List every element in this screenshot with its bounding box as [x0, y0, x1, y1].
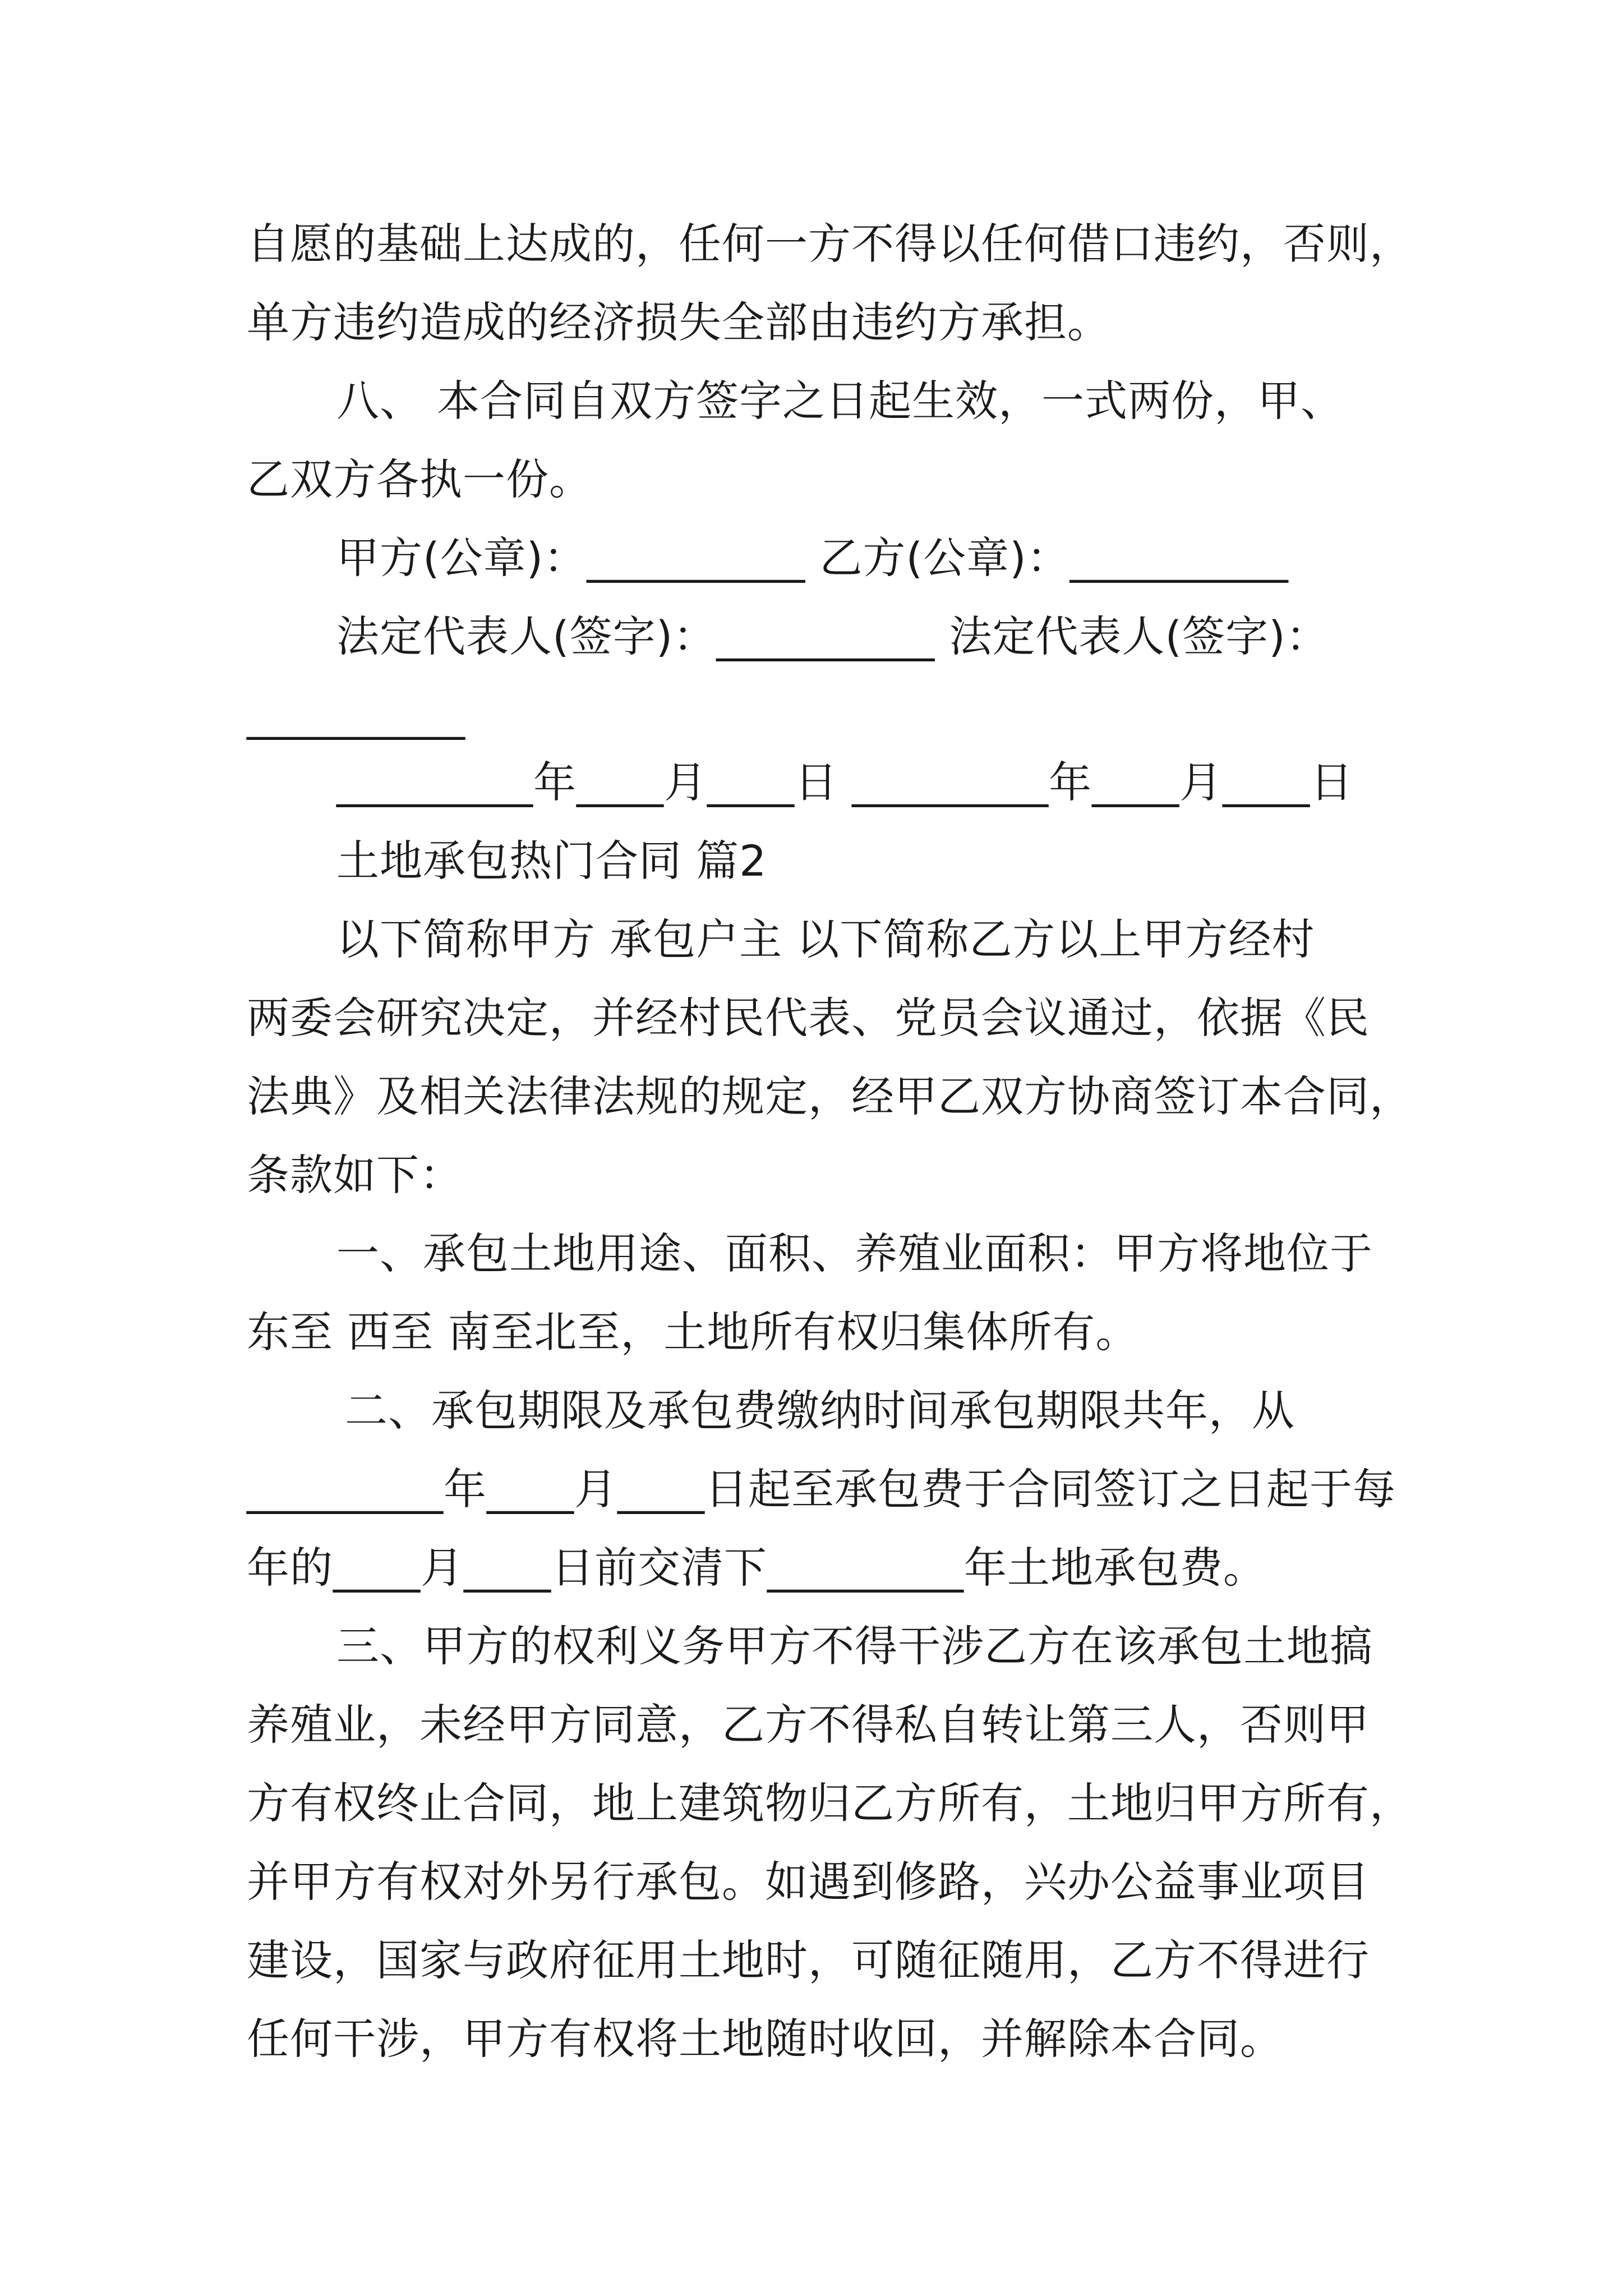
paragraph-line: 养殖业，未经甲方同意，乙方不得私自转让第三人，否则甲 — [247, 1700, 1370, 1750]
paragraph-line: 条款如下： — [247, 1150, 463, 1200]
paragraph-line: 法典》及相关法律法规的规定，经甲乙双方协商签订本合同， — [247, 1071, 1413, 1121]
clause-eight-line: 八、 本合同自双方签字之日起生效，一式两份，甲、 — [336, 376, 1344, 426]
clause-two-line: 二、承包期限及承包费缴纳时间承包期限共年，从 — [345, 1386, 1295, 1435]
paragraph-line: _________年____月____日起至承包费于合同签订之日起于每 — [247, 1464, 1396, 1514]
paragraph-line: 单方违约造成的经济损失全部由违约方承担。 — [247, 297, 1110, 347]
paragraph-line: 并甲方有权对外另行承包。如遇到修路，兴办公益事业项目 — [247, 1857, 1370, 1907]
clause-one-line: 一、承包土地用途、面积、养殖业面积：甲方将地位于 — [336, 1228, 1373, 1278]
paragraph-line: 自愿的基础上达成的，任何一方不得以任何借口违约，否则， — [247, 219, 1413, 269]
paragraph-line: 两委会研究决定，并经村民代表、党员会议通过，依据《民 — [247, 993, 1370, 1043]
paragraph-line: 方有权终止合同，地上建筑物归乙方所有，土地归甲方所有， — [247, 1778, 1413, 1828]
section-title: 土地承包热门合同 篇2 — [336, 836, 767, 886]
paragraph-line: 年的____月____日前交清下_________年土地承包费。 — [247, 1543, 1266, 1593]
seal-line: 甲方(公章)：__________ 乙方(公章)：__________ — [336, 533, 1289, 583]
paragraph-line: 任何干涉，甲方有权将土地随时收回，并解除本合同。 — [247, 2014, 1283, 2064]
paragraph-line: 以下简称甲方 承包户主 以下简称乙方以上甲方经村 — [336, 914, 1315, 964]
signature-blank: __________ — [247, 690, 465, 740]
paragraph-line: 建设，国家与政府征用土地时，可随征随用，乙方不得进行 — [247, 1935, 1370, 1985]
representative-signature-line: 法定代表人(签字)：__________ 法定代表人(签字)： — [336, 611, 1329, 661]
paragraph-line: 东至 西至 南至北至，土地所有权归集体所有。 — [247, 1307, 1139, 1357]
paragraph-line: 乙双方各执一份。 — [247, 454, 592, 504]
date-line: _________年____月____日 _________年____月____日 — [336, 757, 1354, 807]
clause-three-line: 三、甲方的权利义务甲方不得干涉乙方在该承包土地搞 — [336, 1621, 1373, 1671]
